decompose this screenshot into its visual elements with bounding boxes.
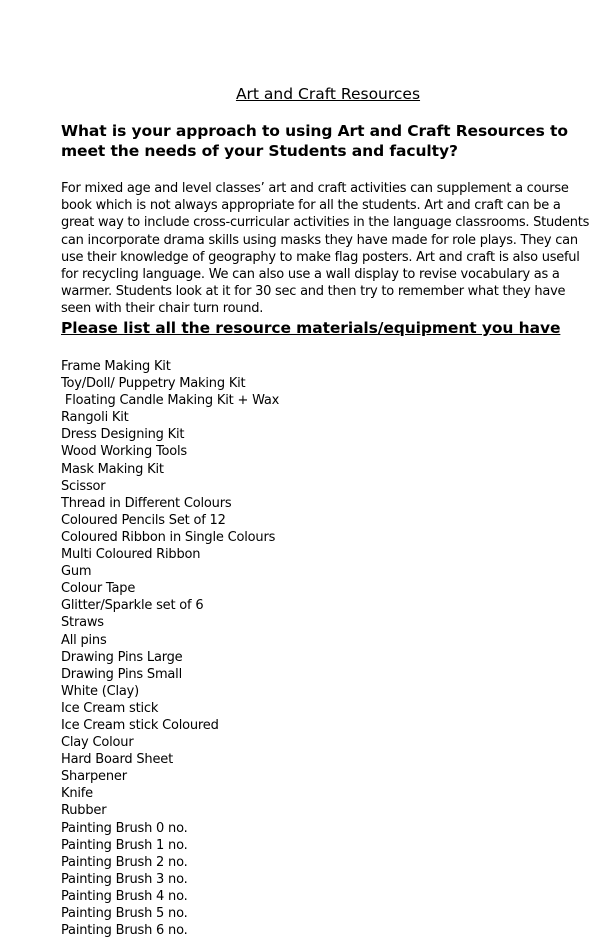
list-item: Coloured Pencils Set of 12 (61, 512, 226, 528)
list-item: Drawing Pins Small (61, 666, 183, 682)
list-item: All pins (61, 632, 107, 648)
list-item: Hard Board Sheet (61, 752, 173, 768)
list-item: Glitter/Sparkle set of 6 (61, 598, 204, 614)
list-item: Multi Coloured Ribbon (61, 547, 201, 563)
list-item: Painting Brush 0 no. (61, 820, 188, 836)
list-item: Rubber (61, 803, 107, 819)
list-item: Painting Brush 4 no. (61, 888, 188, 904)
list-item: Thread in Different Colours (61, 495, 232, 511)
resource-list (61, 358, 279, 939)
list-item: Ice Cream stick (61, 700, 159, 716)
list-item: Clay Colour (61, 735, 134, 751)
list-item: Frame Making Kit (61, 359, 171, 374)
list-item: Painting Brush 6 no. (61, 923, 188, 939)
list-item: Straws (61, 615, 104, 631)
list-item: Drawing Pins Large (61, 649, 183, 665)
list-item: Toy/Doll/ Puppetry Making Kit (61, 376, 246, 392)
list-item: Wood Working Tools (61, 444, 187, 460)
list-item: White (Clay) (61, 683, 140, 699)
list-item: Mask Making Kit (61, 461, 164, 477)
list-item: Painting Brush 5 no. (61, 906, 188, 921)
list-item: Sharpener (61, 769, 127, 785)
question-heading: What is your approach to using Art and Craft Resources to meet the needs of your Students and faculty? (61, 122, 568, 160)
list-item: Painting Brush 1 no. (61, 837, 188, 853)
list-item: Painting Brush 3 no. (61, 871, 188, 887)
list-item: Colour Tape (61, 581, 136, 597)
list-item: Knife (61, 786, 93, 802)
page-title: Art and Craft Resources (235, 85, 421, 103)
list-item: Ice Cream stick Coloured (61, 717, 219, 733)
list-item: Dress Designing Kit (61, 427, 185, 443)
list-item: Coloured Ribbon in Single Colours (61, 529, 276, 545)
list-item: Scissor (61, 478, 106, 494)
list-item: Rangoli Kit (61, 410, 129, 426)
list-item: Painting Brush 2 no. (61, 854, 188, 870)
list-item: Floating Candle Making Kit + Wax (61, 393, 280, 409)
list-item: Gum (61, 564, 92, 580)
answer-paragraph: For mixed age and level classes’ art and craft activities can supplement a course book which is not always appropriate for all the students. Art and craft can be a great way to include cross-curricular activities in the language classrooms. Students can incorporate drama skills using masks they have made for role plays. They can use their knowledge of geography to make flag posters. Art and craft is also useful for recycling language. We can also use a wall display to revise vocabulary as a warmer. Students look at it for 30 sec and then try to remember what they have seen with their chair turn round. (61, 181, 590, 317)
list-heading: Please list all the resource materials/equipment you have (61, 319, 561, 337)
